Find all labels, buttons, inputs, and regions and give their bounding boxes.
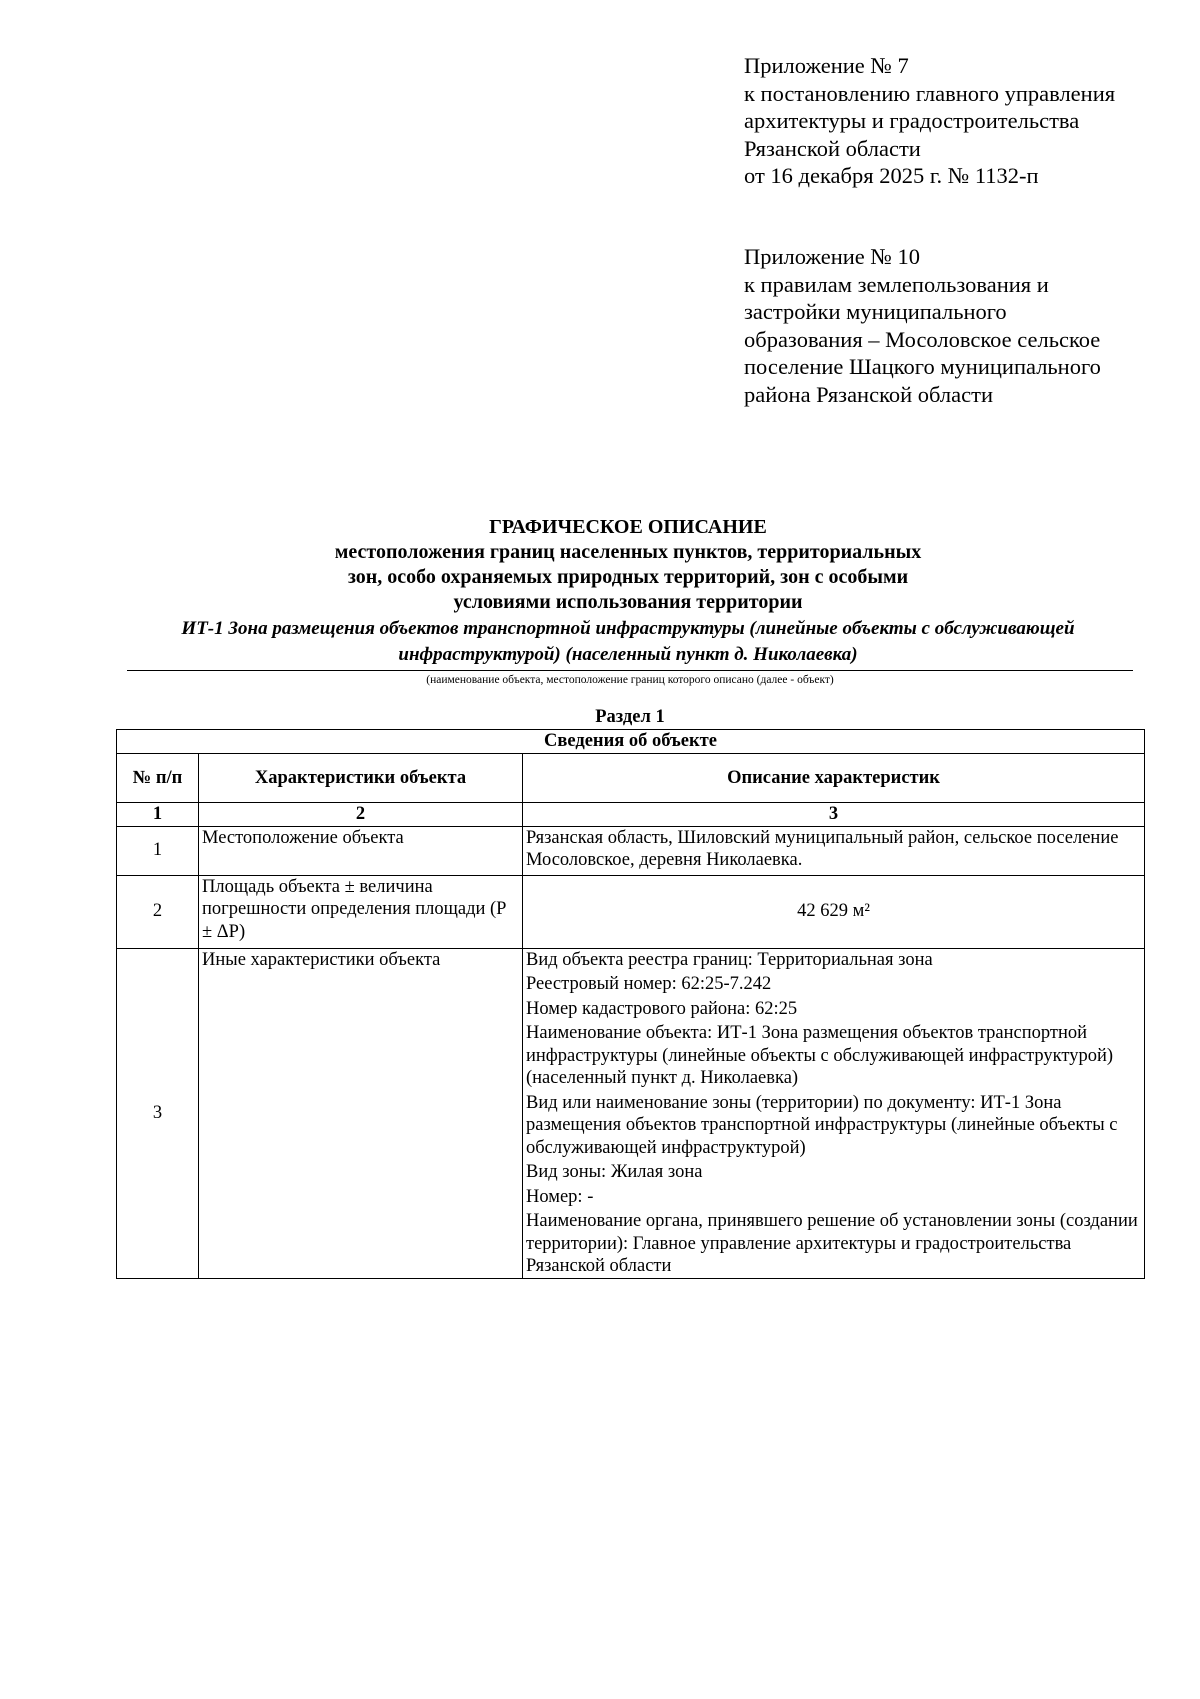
row-num: 1 bbox=[117, 826, 199, 875]
header-characteristic: Характеристики объекта bbox=[199, 754, 523, 803]
column-numbers-row bbox=[117, 803, 1145, 827]
row-num: 2 bbox=[117, 875, 199, 948]
description-line: Реестровый номер: 62:25-7.242 bbox=[526, 974, 772, 994]
header-num: № п/п bbox=[117, 754, 199, 803]
object-name-line: ИТ-1 Зона размещения объектов транспортной инфраструктуры (линейные объекты с обслуживающей bbox=[181, 618, 1075, 639]
description-line: Вид или наименование зоны (территории) по документу: ИТ-1 Зона размещения объектов транспортной инфраструктуры (линейные объекты с обслуживающей инфраструктурой) bbox=[526, 1092, 1118, 1158]
table-row bbox=[117, 948, 1145, 1278]
table-header-row bbox=[117, 754, 1145, 803]
document-subtitle-line: условиями использования территории bbox=[453, 591, 803, 613]
row-num: 3 bbox=[117, 948, 199, 1278]
row-description bbox=[523, 826, 1145, 875]
appendix-10-line: Приложение № 10 bbox=[744, 244, 920, 269]
document-subtitle-line: зон, особо охраняемых природных территорий, зон с особыми bbox=[347, 566, 909, 588]
table-row bbox=[117, 875, 1145, 948]
row-characteristic: Площадь объекта ± величина погрешности определения площади (Р ± ΔР) bbox=[199, 875, 523, 948]
appendix-7-line: архитектуры и градостроительства bbox=[744, 108, 1080, 133]
appendix-10-line: застройки муниципального bbox=[744, 299, 1007, 324]
object-name-line: инфраструктурой) (населенный пункт д. Николаевка) bbox=[398, 644, 858, 665]
appendix-7-line: Приложение № 7 bbox=[744, 53, 909, 78]
header-description: Описание характеристик bbox=[523, 754, 1145, 803]
row-description bbox=[523, 875, 1145, 948]
section-title: Раздел 1 bbox=[595, 707, 665, 727]
document-title: ГРАФИЧЕСКОЕ ОПИСАНИЕ bbox=[489, 516, 767, 538]
appendix-7-line: к постановлению главного управления bbox=[744, 80, 1116, 106]
column-number: 1 bbox=[117, 803, 199, 827]
document-title-block bbox=[120, 515, 1136, 667]
description-line: Вид объекта реестра границ: Территориальная зона bbox=[526, 949, 933, 970]
table-caption: Сведения об объекте bbox=[117, 730, 1145, 754]
description-line: 42 629 м² bbox=[797, 901, 870, 922]
description-line: Номер кадастрового района: 62:25 bbox=[526, 998, 798, 1019]
appendix-10-header bbox=[744, 243, 1101, 408]
object-name-note: (наименование объекта, местоположение границ которого описано (далее - объект) bbox=[426, 674, 834, 686]
appendix-10-line: района Рязанской области bbox=[744, 381, 994, 407]
row-characteristic: Иные характеристики объекта bbox=[199, 948, 523, 1278]
description-line: Вид зоны: Жилая зона bbox=[526, 1162, 703, 1182]
table-caption-row bbox=[117, 730, 1145, 754]
table-row bbox=[117, 826, 1145, 875]
description-line: Номер: - bbox=[526, 1186, 594, 1207]
column-number: 2 bbox=[199, 803, 523, 827]
appendix-7-header bbox=[744, 52, 1115, 190]
object-info-table bbox=[116, 729, 1145, 1279]
description-line: Рязанская область, Шиловский муниципальный район, сельское поселение Мосоловское, деревня Николаевка. bbox=[526, 827, 1119, 870]
appendix-10-line: образования – Мосоловское сельское bbox=[744, 326, 1101, 352]
description-line: Наименование объекта: ИТ-1 Зона размещения объектов транспортной инфраструктуры (линейные объекты с обслуживающей инфраструктурой) (населенный пункт д. Николаевка) bbox=[526, 1023, 1114, 1088]
object-name-underline bbox=[127, 670, 1133, 671]
description-line: Наименование органа, принявшего решение об установлении зоны (создании территории): Главное управление архитектуры и градостроительства Рязанской области bbox=[526, 1211, 1138, 1276]
appendix-7-line: от 16 декабря 2025 г. № 1132-п bbox=[744, 163, 1039, 188]
row-description bbox=[523, 948, 1145, 1278]
appendix-10-line: к правилам землепользования и bbox=[744, 271, 1049, 297]
appendix-7-line: Рязанской области bbox=[744, 135, 921, 161]
row-characteristic: Местоположение объекта bbox=[199, 826, 523, 875]
appendix-10-line: поселение Шацкого муниципального bbox=[744, 354, 1101, 379]
column-number: 3 bbox=[523, 803, 1145, 827]
document-subtitle-line: местоположения границ населенных пунктов, территориальных bbox=[334, 541, 922, 563]
